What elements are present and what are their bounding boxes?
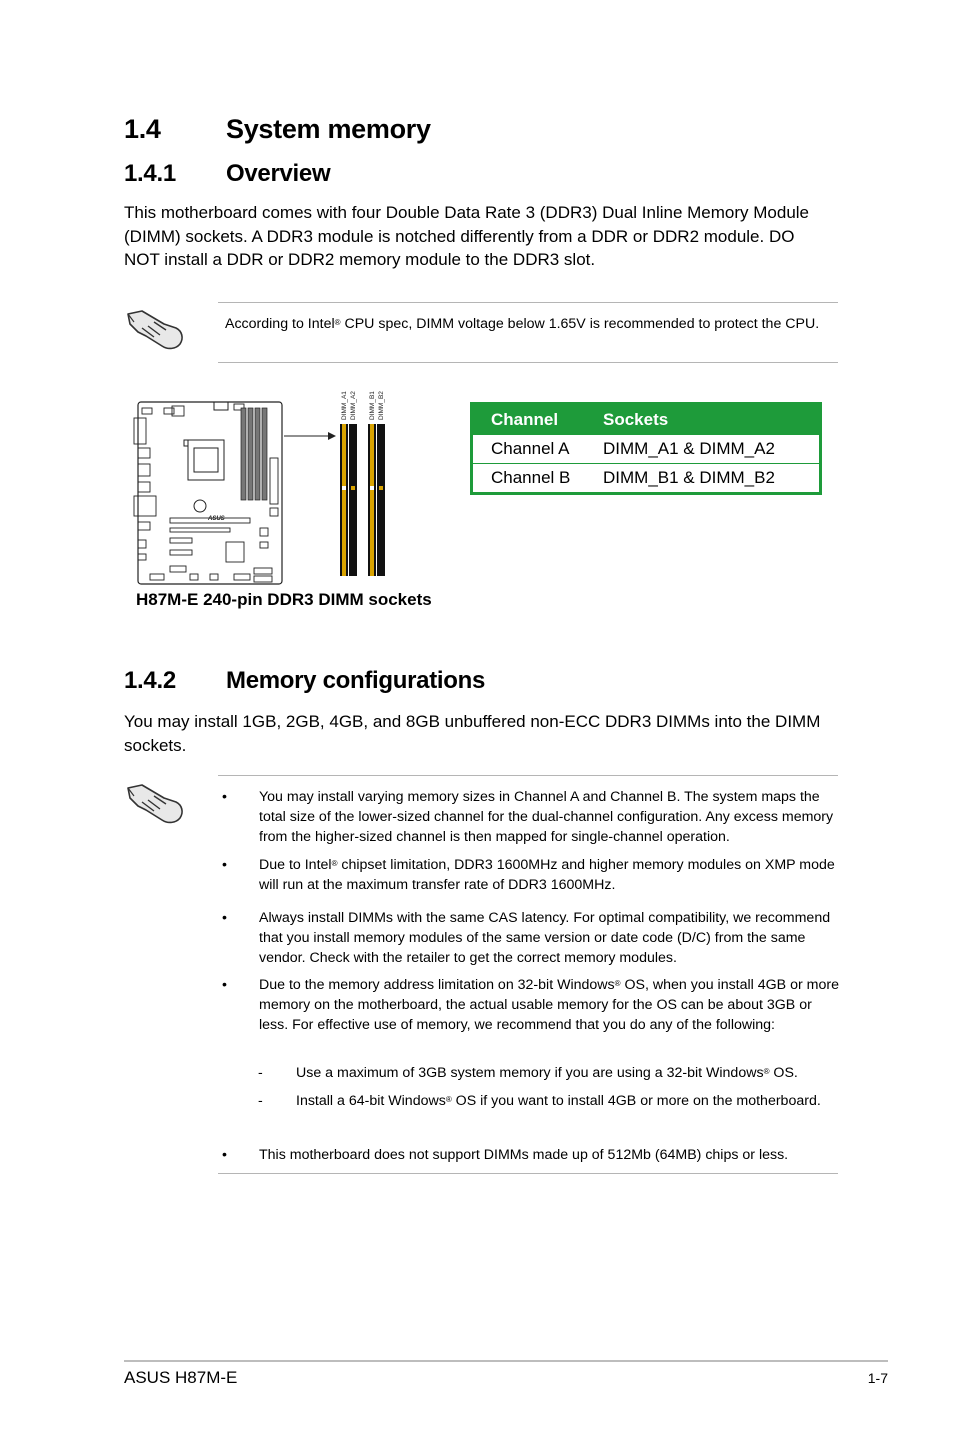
bullet: • <box>222 857 227 873</box>
dimm-slot-a1 <box>340 424 348 576</box>
list-item-text: This motherboard does not support DIMMs made up of 512Mb (64MB) chips or less. <box>259 1147 789 1163</box>
zoomed-dimm-slots <box>340 424 385 576</box>
table-row <box>472 464 821 494</box>
memconfig-paragraph: You may install 1GB, 2GB, 4GB, and 8GB unbuffered non-ECC DDR3 DIMMs into the DIMM sockets. <box>124 712 821 755</box>
page-number: 1-7 <box>867 1370 888 1386</box>
text-part: Due to Intel <box>259 857 332 873</box>
note2-bottom-rule <box>218 1173 838 1174</box>
text-part: Due to the memory address limitation on 32-bit Windows <box>259 977 615 993</box>
footer-product: ASUS H87M-E <box>124 1368 238 1387</box>
memconfig-number: 1.4.2 <box>124 667 176 694</box>
note1-text-end: CPU spec, DIMM voltage below 1.65V is recommended to protect the CPU. <box>340 316 820 332</box>
section-heading <box>124 114 431 145</box>
memconfig-heading <box>124 667 485 695</box>
hand-note-icon <box>124 776 186 826</box>
overview-number: 1.4.1 <box>124 160 176 187</box>
bullet: • <box>222 977 227 993</box>
text-part: OS, when you install 4GB or more memory on the motherboard, the actual usable memory for the OS can be about 3GB or less. For effective use of memory, we recommend that you do any of the following: <box>259 977 839 1034</box>
list-item-text: Always install DIMMs with the same CAS latency. For optimal compatibility, we recommend that you install memory modules of the same version or date code (D/C) from the same vendor. Check with the retailer to get the correct memory modules. <box>259 910 831 967</box>
cell-channel-a: Channel A <box>472 435 586 464</box>
dimm-slot-a2 <box>349 424 357 576</box>
registered-mark: ® <box>763 1067 770 1076</box>
text-part: OS if you want to install 4GB or more on the motherboard. <box>451 1093 821 1109</box>
hand-note-icon <box>124 302 186 352</box>
note1-text-start: According to Intel <box>225 316 335 332</box>
section-number: 1.4 <box>124 114 161 144</box>
table-row <box>472 435 821 464</box>
diagram-caption: H87M-E 240-pin DDR3 DIMM sockets <box>136 590 432 609</box>
overview-title: Overview <box>226 160 331 187</box>
slot-label-a1: DIMM_A1 <box>341 391 348 420</box>
list-item-text <box>259 855 843 895</box>
dimm-slot-b1 <box>368 424 376 576</box>
bullet: • <box>222 1147 227 1163</box>
text-part: OS. <box>769 1065 798 1081</box>
channel-table <box>470 402 822 495</box>
table-header-row <box>472 404 821 436</box>
registered-mark: ® <box>614 979 621 988</box>
overview-paragraph: This motherboard comes with four Double Data Rate 3 (DDR3) Dual Inline Memory Module (DIMM) sockets. A DDR3 module is notched differently from a DDR or DDR2 module. DO NOT install a DDR or DDR2 memory module to the DDR3 slot. <box>124 203 810 269</box>
text-part: Install a 64-bit Windows <box>296 1093 446 1109</box>
section-title: System memory <box>226 114 431 144</box>
board-logo: ASUS <box>208 516 225 522</box>
header-channel: Channel <box>472 404 586 436</box>
registered-mark: ® <box>334 318 341 327</box>
overview-heading <box>124 160 330 188</box>
note1-top-rule <box>218 302 838 303</box>
list-item-text: You may install varying memory sizes in Channel A and Channel B. The system maps the total size of the lower-sized channel for the dual-channel configuration. Any excess memory from the higher-sized channel is then mapped for single-channel operation. <box>259 789 834 846</box>
memconfig-title: Memory configurations <box>226 667 486 694</box>
sub-list-item-text <box>296 1091 846 1111</box>
text-part: chipset limitation, DDR3 1600MHz and higher memory modules on XMP mode will run at the maximum transfer rate of DDR3 1600MHz. <box>259 857 835 894</box>
motherboard-diagram <box>130 378 400 588</box>
sub-list-item-text <box>296 1063 846 1083</box>
dash: - <box>258 1065 263 1081</box>
footer-rule <box>124 1360 888 1362</box>
dimm-slot-b2 <box>377 424 385 576</box>
note2-top-rule <box>218 775 838 776</box>
bullet: • <box>222 910 227 926</box>
slot-label-a2: DIMM_A2 <box>350 391 357 420</box>
registered-mark: ® <box>331 859 338 868</box>
text-part: Use a maximum of 3GB system memory if you are using a 32-bit Windows <box>296 1065 764 1081</box>
board-outline <box>138 402 282 584</box>
callout-arrow <box>284 432 336 440</box>
header-sockets: Sockets <box>585 404 821 436</box>
bullet: • <box>222 789 227 805</box>
note1-text <box>225 314 830 334</box>
registered-mark: ® <box>445 1095 452 1104</box>
dash: - <box>258 1093 263 1109</box>
slot-label-b2: DIMM_B2 <box>378 391 385 420</box>
cell-sockets-b: DIMM_B1 & DIMM_B2 <box>603 468 775 487</box>
note1-bottom-rule <box>218 362 838 363</box>
slot-label-b1: DIMM_B1 <box>369 391 376 420</box>
cell-sockets-a: DIMM_A1 & DIMM_A2 <box>585 435 821 464</box>
list-item-text <box>259 975 843 1036</box>
cell-channel-b: Channel B <box>491 468 571 487</box>
